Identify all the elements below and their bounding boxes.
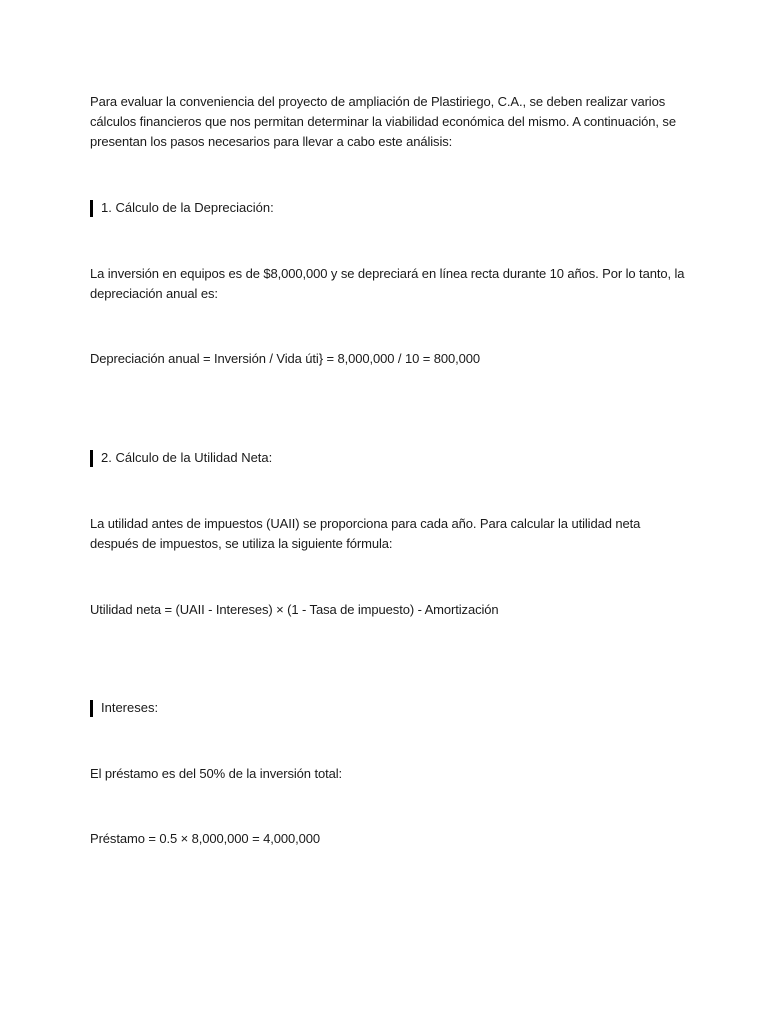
intereses-paragraph: El préstamo es del 50% de la inversión total: [90,766,343,781]
heading-text: Intereses: [101,700,159,715]
heading-marker [90,700,93,717]
heading-marker [90,450,93,467]
section-heading-utilidad-neta [90,449,272,467]
section-heading-depreciacion [90,199,274,217]
depreciacion-formula: Depreciación anual = Inversión / Vida úti} = 8,000,000 / 10 = 800,000 [90,351,481,366]
section-heading-intereses [90,699,158,717]
heading-marker [90,200,93,217]
utilidad-paragraph: La utilidad antes de impuestos (UAII) se proporciona para cada año. Para calcular la utilidad neta después de impuestos, se utiliza la siguiente fórmula: [90,516,641,551]
depreciacion-paragraph: La inversión en equipos es de $8,000,000 y se depreciará en línea recta durante 10 años. Por lo tanto, la depreciación anual es: [90,266,685,301]
prestamo-formula: Préstamo = 0.5 × 8,000,000 = 4,000,000 [90,831,321,846]
heading-text: 1. Cálculo de la Depreciación: [101,200,274,215]
intro-paragraph: Para evaluar la conveniencia del proyecto de ampliación de Plastiriego, C.A., se deben realizar varios cálculos financieros que nos permitan determinar la viabilidad económica del mismo. A continuación, se presentan los pasos necesarios para llevar a cabo este análisis: [90,94,676,149]
utilidad-formula: Utilidad neta = (UAII - Intereses) × (1 - Tasa de impuesto) - Amortización [90,602,499,617]
heading-text: 2. Cálculo de la Utilidad Neta: [101,450,273,465]
